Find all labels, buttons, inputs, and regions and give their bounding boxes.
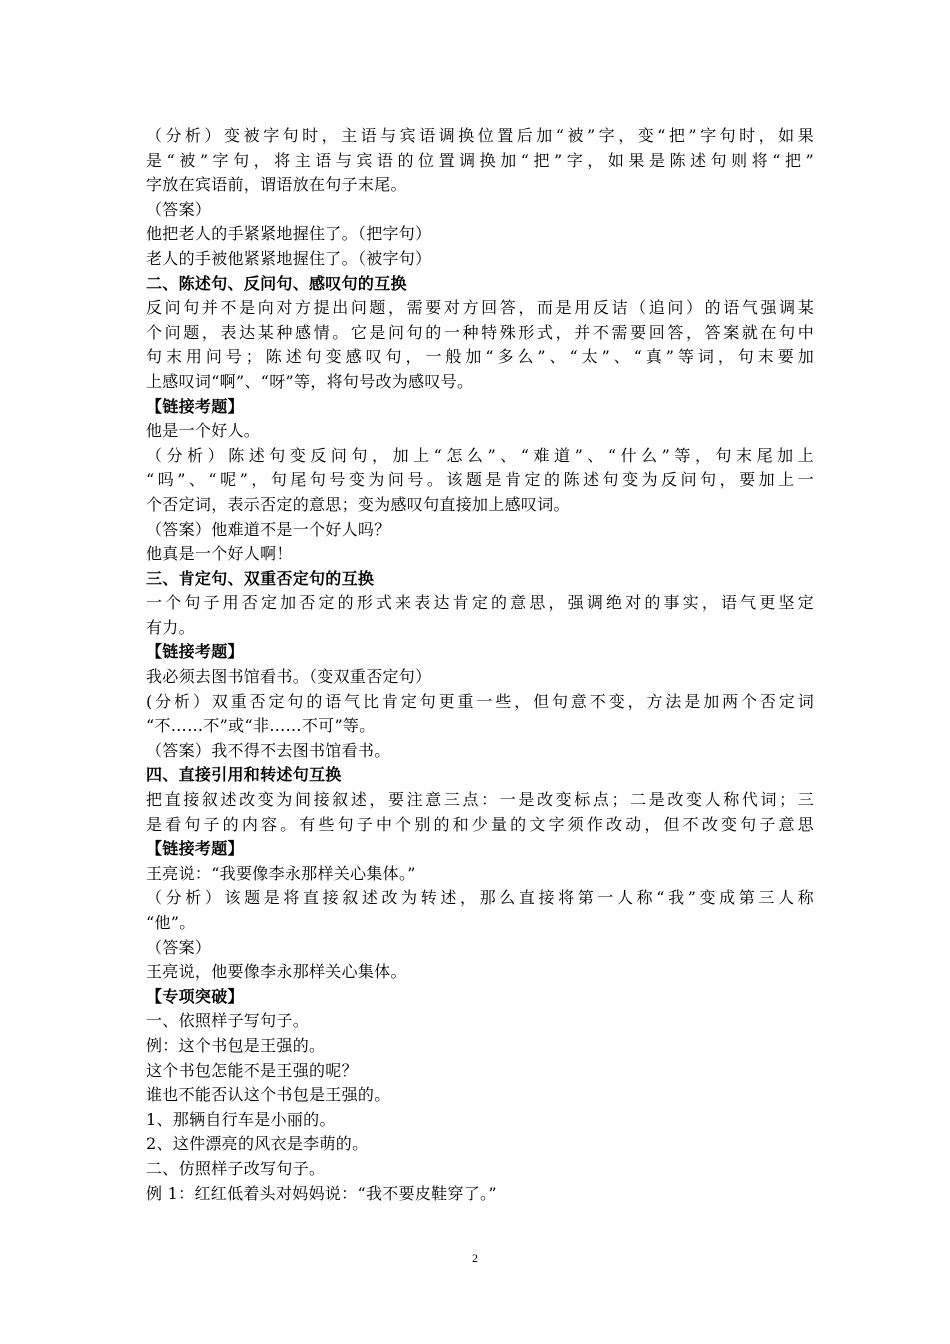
text-line: 他真是一个好人啊！ xyxy=(146,544,293,564)
text-line: 王亮说，他要像李永那样关心集体。 xyxy=(146,962,407,982)
text-line: (分析）双重否定句的语气比肯定句更重一些，但句意不变，方法是加两个否定词 xyxy=(146,691,814,711)
text-line: （分析）陈述句变反问句，加上“怎么”、“难道”、“什么”等，句末尾加上 xyxy=(146,445,814,465)
text-line: （答案）我不得不去图书馆看书。 xyxy=(146,740,391,760)
page-number: 2 xyxy=(472,1251,478,1265)
text-line: 他把老人的手紧紧地握住了。（把字句） xyxy=(146,224,432,244)
text-line: 反问句并不是向对方提出问题，需要对方回答，而是用反诘（追问）的语气强调某 xyxy=(146,298,814,318)
text-line: 有力。 xyxy=(146,617,195,637)
document-body xyxy=(146,124,814,1206)
text-line: （答案）他难道不是一个好人吗？ xyxy=(146,519,391,539)
text-line: 2、这件漂亮的风衣是李萌的。 xyxy=(146,1134,369,1154)
text-line: 是看句子的内容。有些句子中个别的和少量的文字须作改动，但不改变句子意思 xyxy=(146,814,814,834)
text-line: “不……不”或“非……不可”等。 xyxy=(146,716,376,736)
section-heading: 【链接考题】 xyxy=(146,839,244,859)
text-line: 我必须去图书馆看书。（变双重否定句） xyxy=(146,667,432,687)
text-line: 个问题，表达某种感情。它是问句的一种特殊形式，并不需要回答，答案就在句中 xyxy=(146,322,814,342)
text-line: 1、那辆自行车是小丽的。 xyxy=(146,1109,336,1129)
text-line: 句末用问号；陈述句变感叹句，一般加“多么”、“太”、“真”等词，句末要加 xyxy=(146,347,814,367)
text-line: “他”。 xyxy=(146,913,196,932)
section-heading: 【链接考题】 xyxy=(146,396,244,416)
text-line: 字放在宾语前，谓语放在句子末尾。 xyxy=(146,175,407,195)
section-heading: 三、肯定句、双重否定句的互换 xyxy=(146,568,375,588)
text-line: 上感叹词“啊”、“呀”等，将句号改为感叹号。 xyxy=(146,371,474,391)
text-line: 老人的手被他紧紧地握住了。（被字句） xyxy=(146,248,432,268)
text-line: （分析）该题是将直接叙述改为转述，那么直接将第一人称“我”变成第三人称 xyxy=(146,888,814,908)
section-heading: 【链接考题】 xyxy=(146,642,244,662)
text-line: 把直接叙述改变为间接叙述，要注意三点：一是改变标点；二是改变人称代词；三 xyxy=(146,790,814,810)
text-line: 二、仿照样子改写句子。 xyxy=(146,1158,326,1178)
text-line: 这个书包怎能不是王强的呢？ xyxy=(146,1060,358,1080)
text-line: （答案） xyxy=(146,937,212,957)
text-line: （答案） xyxy=(146,199,212,219)
section-heading: 四、直接引用和转述句互换 xyxy=(146,765,342,785)
text-line: （分析）变被字句时，主语与宾语调换位置后加“被”字，变“把”字句时，如果 xyxy=(146,126,814,145)
text-line: 他是一个好人。 xyxy=(146,421,261,441)
text-line: 个否定词，表示否定的意思；变为感叹句直接加上感叹词。 xyxy=(146,494,570,514)
text-line: 例 1：红红低着头对妈妈说：“我不要皮鞋穿了。” xyxy=(146,1183,497,1203)
text-line: 王亮说：“我要像李永那样关心集体。” xyxy=(146,863,416,883)
text-line: “吗”、“呢”，句尾句号变为问号。该题是肯定的陈述句变为反问句，要加上一 xyxy=(146,470,814,490)
text-line: 一、依照样子写句子。 xyxy=(146,1011,310,1031)
text-line: 一个句子用否定加否定的形式来表达肯定的意思，强调绝对的事实，语气更坚定 xyxy=(146,593,814,613)
section-heading: 二、陈述句、反问句、感叹句的互换 xyxy=(146,273,407,293)
section-heading: 【专项突破】 xyxy=(146,986,244,1006)
text-line: 谁也不能否认这个书包是王强的。 xyxy=(146,1085,391,1105)
text-line: 例：这个书包是王强的。 xyxy=(146,1035,326,1055)
text-line: 是“被”字句，将主语与宾语的位置调换加“把”字，如果是陈述句则将“把” xyxy=(146,150,814,170)
